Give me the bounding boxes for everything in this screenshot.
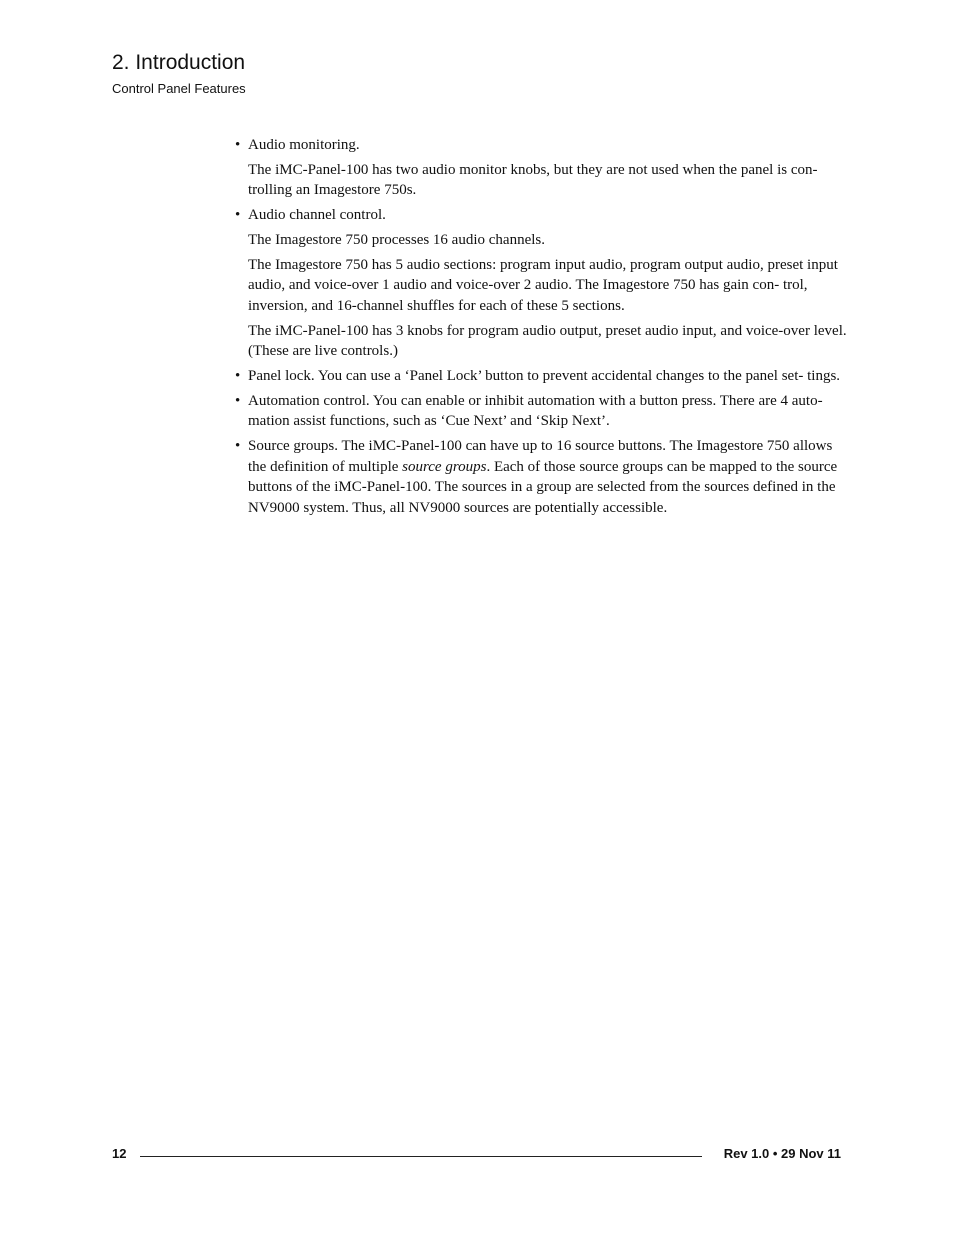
revision-label: Rev 1.0 • 29 Nov 11 xyxy=(723,1146,841,1161)
bullet-lead: Audio monitoring. xyxy=(248,137,360,153)
paragraph: The iMC-Panel-100 has two audio monitor knobs, but they are not used when the panel is con- trolling an Imagestore 750s. xyxy=(248,161,818,199)
bullet-marker: • xyxy=(235,438,241,455)
bullet-text: Automation control. You can enable or inhibit automation with a button press. There are 4 auto- mation assist functions, such as ‘Cue Next’ and ‘Skip Next’. xyxy=(248,392,823,430)
emphasis-source-groups: source groups xyxy=(402,458,487,475)
bullet-text: Panel lock. You can use a ‘Panel Lock’ button to prevent accidental changes to the panel set- tings. xyxy=(248,368,841,385)
bullet-marker: • xyxy=(235,207,241,224)
bullet-lead: Audio channel control. xyxy=(248,207,386,224)
bullet-automation-control xyxy=(235,391,847,432)
section-subtitle: Control Panel Features xyxy=(112,81,246,96)
page-number: 12 xyxy=(112,1146,127,1161)
bullet-marker: • xyxy=(235,137,241,153)
bullet-audio-monitoring xyxy=(235,135,847,155)
paragraph: The Imagestore 750 has 5 audio sections: program input audio, program output audio, preset input audio, and voice-over 1 audio and voice-over 2 audio. The Imagestore 750 has gain con- trol, inversion, and 16-channel shuffles for each of these 5 sections. xyxy=(248,257,838,314)
bullet-source-groups xyxy=(235,436,847,518)
bullet-marker: • xyxy=(235,368,241,385)
bullet-text-after: . Each of those source groups can be mapped to the source buttons of the iMC-Panel-100. The sources in a group are selected from the sources defined in the NV9000 system. Thus, all NV9000 sources are potentially accessible. xyxy=(248,458,838,516)
bullet-text-before: Source groups. The iMC-Panel-100 can have up to 16 source buttons. The Imagestore 750 allows the definition of multiple xyxy=(248,438,833,475)
bullet-marker: • xyxy=(235,392,241,409)
paragraph: The Imagestore 750 processes 16 audio channels. xyxy=(248,232,545,249)
body-content xyxy=(235,135,847,522)
bullet-panel-lock xyxy=(235,366,847,386)
chapter-title: 2. Introduction xyxy=(112,51,246,74)
bullet-audio-channel-control xyxy=(235,205,847,225)
footer-rule xyxy=(140,1156,702,1157)
paragraph: The iMC-Panel-100 has 3 knobs for program audio output, preset audio input, and voice-over level. (These are live controls.) xyxy=(248,322,847,360)
